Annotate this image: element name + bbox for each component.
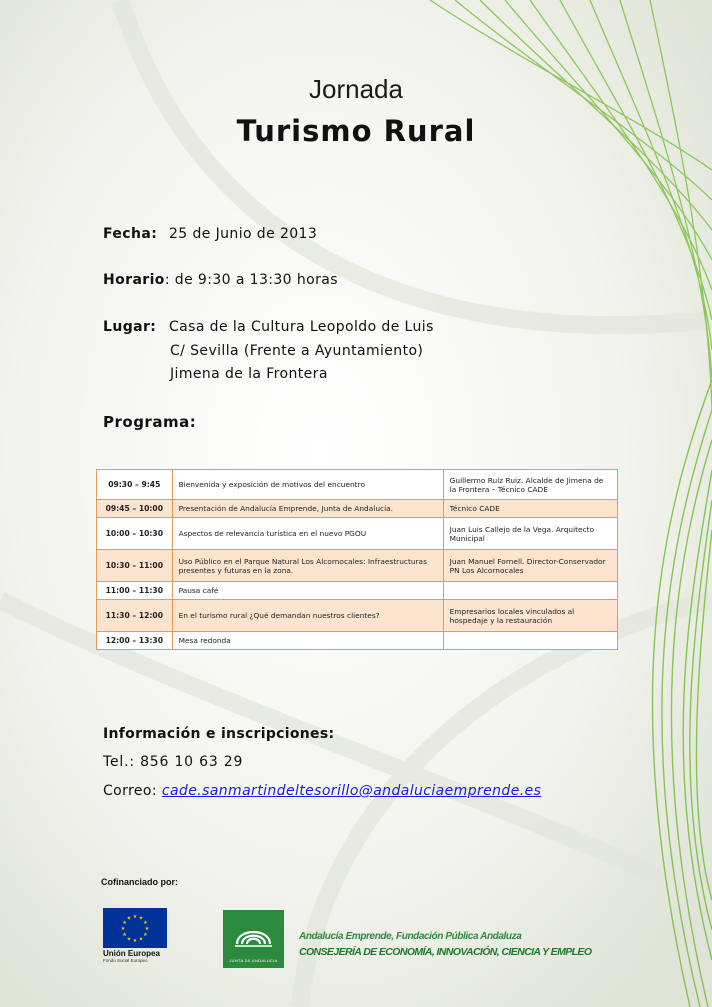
row-desc: Pausa café [172, 582, 443, 600]
row-speaker: Juan Manuel Fornell. Director-Conservador PN Los Alcornocales [443, 550, 617, 582]
table-row [97, 600, 618, 632]
row-speaker: Técnico CADE [443, 500, 617, 518]
svg-text:★: ★ [138, 915, 144, 922]
programa-heading: Programa: [103, 413, 197, 431]
eu-logo [103, 908, 168, 964]
table-row [97, 470, 618, 500]
title-jornada: Jornada [309, 74, 403, 104]
row-desc: Mesa redonda [172, 632, 443, 650]
svg-text:★: ★ [143, 932, 148, 938]
table-row [97, 582, 618, 600]
svg-text:★: ★ [132, 914, 138, 920]
cofinanciado-label: Cofinanciado por: [101, 877, 178, 887]
horario-row [103, 272, 338, 288]
telephone: Tel.: 856 10 63 29 [103, 754, 244, 770]
svg-text:★: ★ [126, 915, 132, 922]
row-time: 10:30 – 11:00 [97, 550, 173, 582]
row-desc: Uso Público en el Parque Natural Los Alcornocales: Infraestructuras presentes y futuras en la zona. [172, 550, 443, 582]
horario-label: Horario [103, 272, 165, 288]
row-desc: Presentación de Andalucía Emprende, Junta de Andalucía. [172, 500, 443, 518]
row-desc: Aspectos de relevancia turística en el nuevo PGOU [172, 518, 443, 550]
eu-flag-icon [103, 908, 167, 948]
row-desc: Bienvenida y exposición de motivos del encuentro [172, 470, 443, 500]
email-row [103, 783, 541, 799]
lugar-line-3: Jimena de la Frontera [170, 366, 328, 382]
row-speaker [443, 632, 617, 650]
junta-arch-icon [223, 910, 284, 954]
svg-text:★: ★ [120, 926, 126, 932]
consejeria-line: CONSEJERÍA DE ECONOMÍA, INNOVACIÓN, CIENCIA Y EMPLEO [299, 946, 592, 958]
svg-text:★: ★ [126, 936, 132, 943]
svg-text:★: ★ [122, 920, 127, 926]
svg-text:★: ★ [144, 926, 150, 932]
eu-name: Unión Europea [103, 949, 160, 958]
table-row [97, 500, 618, 518]
table-row [97, 518, 618, 550]
row-speaker [443, 582, 617, 600]
svg-text:★: ★ [132, 938, 138, 944]
email-link[interactable]: cade.sanmartindeltesorillo@andaluciaemprende.es [161, 783, 542, 799]
row-desc: En el turismo rural ¿Qué demandan nuestros clientes? [172, 600, 443, 632]
fecha-value: 25 de Junio de 2013 [169, 226, 318, 242]
svg-text:★: ★ [122, 932, 127, 938]
row-time: 11:30 – 12:00 [97, 600, 173, 632]
svg-text:★: ★ [138, 936, 144, 943]
lugar-line-2: C/ Sevilla (Frente a Ayuntamiento) [170, 343, 424, 359]
row-time: 09:30 – 9:45 [97, 470, 173, 500]
email-label: Correo: [103, 783, 162, 799]
junta-text: JUNTA DE ANDALUCIA [229, 958, 278, 963]
andalucia-emprende-line: Andalucía Emprende, Fundación Pública Andaluza [299, 931, 522, 942]
programa-table [96, 469, 618, 650]
lugar-row [103, 319, 434, 335]
table-row [97, 550, 618, 582]
horario-value: : de 9:30 a 13:30 horas [164, 272, 338, 288]
fecha-row [103, 226, 317, 242]
fecha-label: Fecha: [103, 226, 158, 242]
row-time: 11:00 – 11:30 [97, 582, 173, 600]
lugar-label: Lugar: [103, 319, 157, 335]
table-row [97, 632, 618, 650]
junta-andalucia-logo [223, 910, 284, 968]
row-speaker: Guillermo Ruiz Ruiz. Alcalde de Jimena de la Frontera – Técnico CADE [443, 470, 617, 500]
lugar-line-1: Casa de la Cultura Leopoldo de Luis [169, 319, 434, 335]
svg-text:★: ★ [143, 920, 148, 926]
row-time: 10:00 – 10:30 [97, 518, 173, 550]
info-heading: Información e inscripciones: [103, 726, 335, 742]
row-time: 09:45 – 10:00 [97, 500, 173, 518]
eu-fund: Fondo Social Europeo [103, 958, 148, 963]
row-time: 12:00 – 13:30 [97, 632, 173, 650]
row-speaker: Juan Luis Callejo de la Vega. Arquitecto Municipal [443, 518, 617, 550]
title-turismo-rural: Turismo Rural [236, 114, 476, 148]
row-speaker: Empresarios locales vinculados al hospedaje y la restauración [443, 600, 617, 632]
